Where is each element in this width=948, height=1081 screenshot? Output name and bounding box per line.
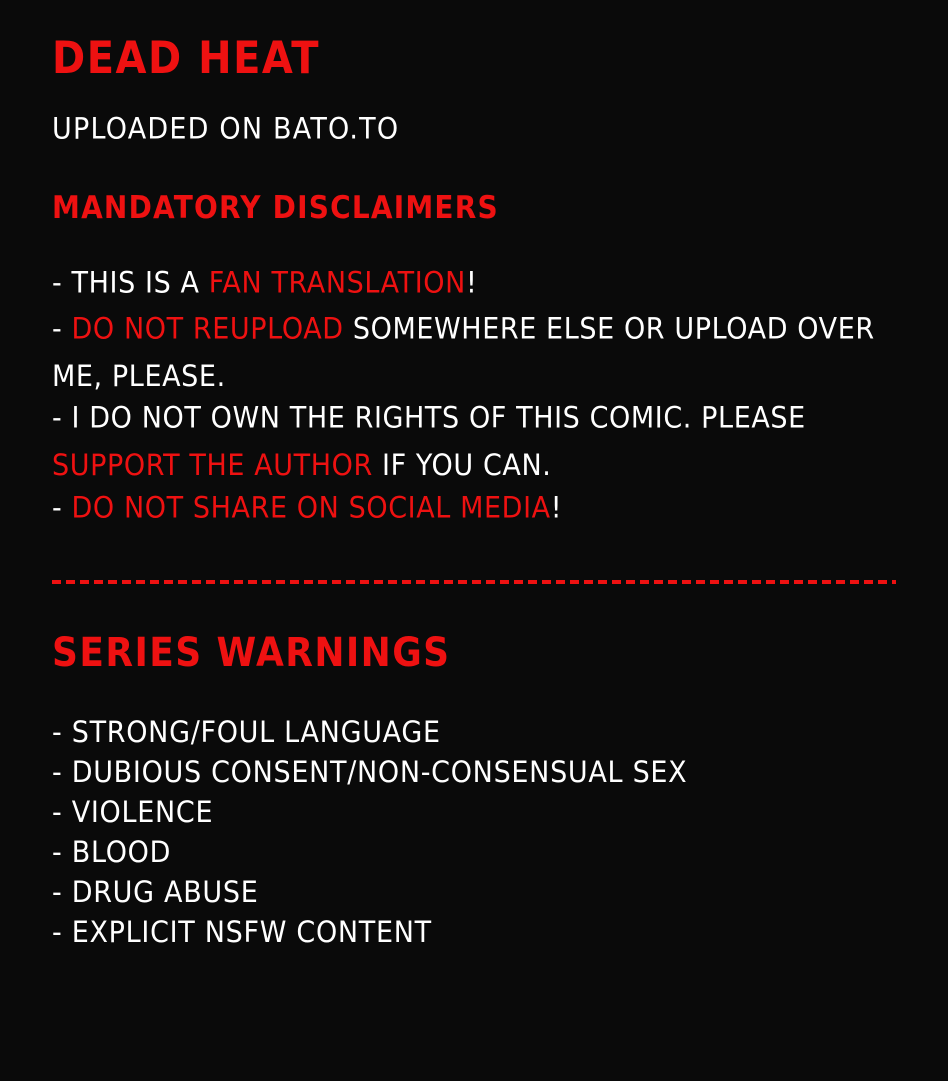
list-item: - DUBIOUS CONSENT/NON-CONSENSUAL SEX xyxy=(52,755,688,790)
list-item: - EXPLICIT NSFW CONTENT xyxy=(52,915,432,950)
warnings-heading: SERIES WARNINGS xyxy=(52,630,451,677)
list-item xyxy=(52,260,896,307)
disclaimer-suffix: ! xyxy=(465,266,478,300)
upload-source-line: UPLOADED ON BATO.TO xyxy=(52,112,400,147)
disclaimer-highlight: DO NOT SHARE ON SOCIAL MEDIA xyxy=(71,491,551,525)
list-item: - STRONG/FOUL LANGUAGE xyxy=(52,715,441,750)
warnings-list xyxy=(52,711,896,951)
list-item xyxy=(52,306,896,400)
disclaimer-highlight: DO NOT REUPLOAD xyxy=(71,312,344,346)
disclaimer-prefix: - xyxy=(52,312,72,346)
disclaimer-highlight: FAN TRANSLATION xyxy=(208,266,466,300)
disclaimer-prefix: - I DO NOT OWN THE RIGHTS OF THIS COMIC. PLEASE xyxy=(52,401,806,436)
list-item xyxy=(52,395,896,489)
disclaimer-prefix: - xyxy=(52,491,72,525)
list-item: - VIOLENCE xyxy=(52,795,214,830)
dashed-divider xyxy=(52,580,896,584)
page-title: DEAD HEAT xyxy=(52,32,321,85)
list-item xyxy=(52,485,896,532)
list-item: - BLOOD xyxy=(52,835,172,870)
disclaimer-suffix: SOMEWHERE ELSE OR UPLOAD OVER ME, PLEASE. xyxy=(52,312,875,393)
disclaimers-list xyxy=(52,260,896,528)
disclaimer-highlight: SUPPORT THE AUTHOR xyxy=(52,448,373,483)
disclaimer-prefix: - THIS IS A xyxy=(52,266,209,300)
disclaimers-heading: MANDATORY DISCLAIMERS xyxy=(52,189,499,226)
list-item: - DRUG ABUSE xyxy=(52,875,259,910)
disclaimer-suffix: ! xyxy=(550,491,563,525)
disclaimer-suffix: IF YOU CAN. xyxy=(372,448,552,483)
